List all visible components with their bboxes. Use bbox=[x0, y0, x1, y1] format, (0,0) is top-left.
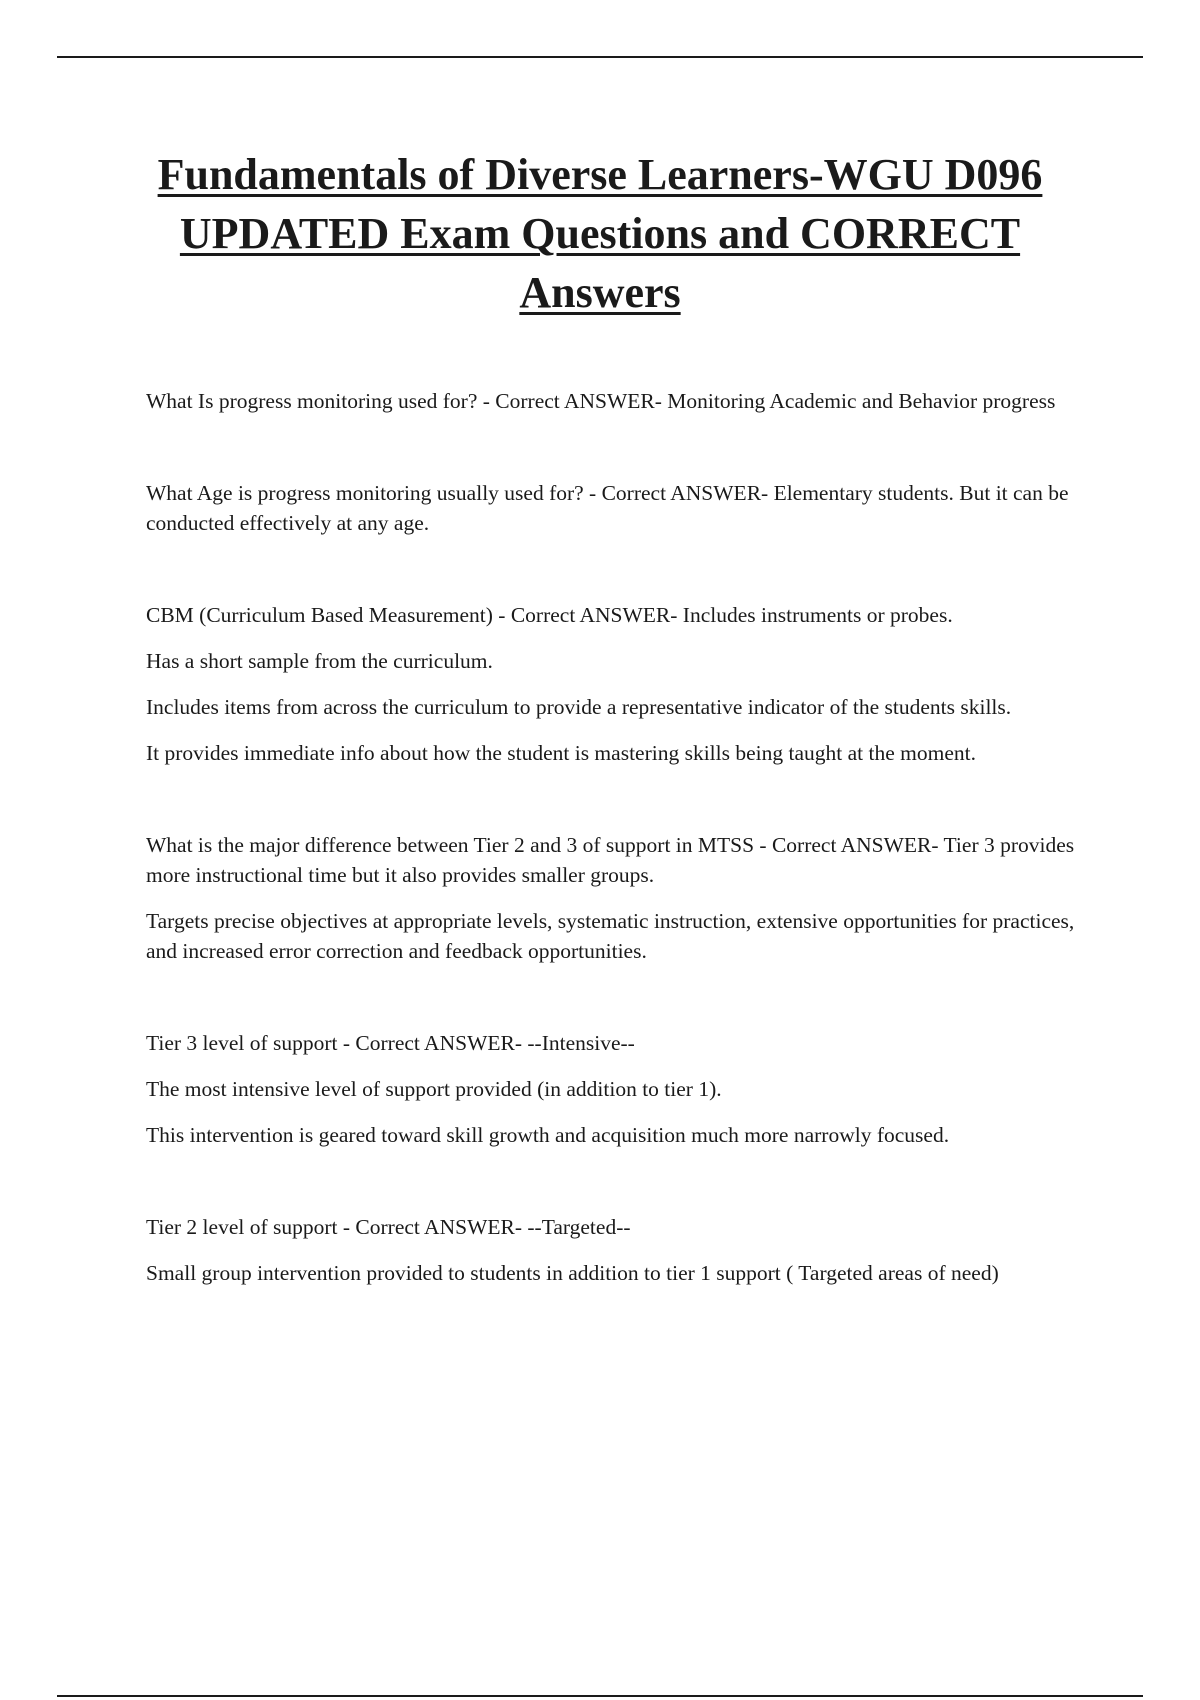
qa-paragraph: What Age is progress monitoring usually used for? - Correct ANSWER- Elementary students. But it can be conducted effectively at any age. bbox=[146, 481, 1069, 535]
qa-entry bbox=[146, 830, 1106, 966]
qa-paragraph: Tier 2 level of support - Correct ANSWER- --Targeted-- bbox=[146, 1215, 631, 1239]
qa-paragraph: Small group intervention provided to students in addition to tier 1 support ( Targeted areas of need) bbox=[146, 1261, 999, 1285]
qa-entry bbox=[146, 386, 1106, 416]
qa-paragraph: CBM (Curriculum Based Measurement) - Correct ANSWER- Includes instruments or probes. bbox=[146, 603, 953, 627]
qa-list bbox=[146, 386, 1106, 1288]
qa-paragraph: It provides immediate info about how the student is mastering skills being taught at the moment. bbox=[146, 741, 976, 765]
qa-paragraph: Includes items from across the curriculum to provide a representative indicator of the students skills. bbox=[146, 695, 1012, 719]
qa-paragraph: Targets precise objectives at appropriate levels, systematic instruction, extensive opportunities for practices, and increased error correction and feedback opportunities. bbox=[146, 909, 1075, 963]
document-title: Fundamentals of Diverse Learners-WGU D096 UPDATED Exam Questions and CORRECT Answers bbox=[157, 150, 1043, 317]
qa-paragraph: What Is progress monitoring used for? - Correct ANSWER- Monitoring Academic and Behavior progress bbox=[146, 389, 1056, 413]
qa-entry bbox=[146, 1028, 1106, 1150]
qa-paragraph: Has a short sample from the curriculum. bbox=[146, 649, 493, 673]
qa-paragraph: Tier 3 level of support - Correct ANSWER- --Intensive-- bbox=[146, 1031, 635, 1055]
qa-paragraph: The most intensive level of support provided (in addition to tier 1). bbox=[146, 1077, 722, 1101]
bottom-rule bbox=[57, 1695, 1143, 1697]
qa-entry bbox=[146, 478, 1106, 538]
top-rule bbox=[57, 56, 1143, 58]
qa-entry bbox=[146, 600, 1106, 768]
qa-paragraph: What is the major difference between Tier 2 and 3 of support in MTSS - Correct ANSWER- Tier 3 provides more instructional time but it also provides smaller groups. bbox=[146, 833, 1075, 887]
qa-paragraph: This intervention is geared toward skill growth and acquisition much more narrowly focused. bbox=[146, 1123, 950, 1147]
qa-entry bbox=[146, 1212, 1106, 1288]
